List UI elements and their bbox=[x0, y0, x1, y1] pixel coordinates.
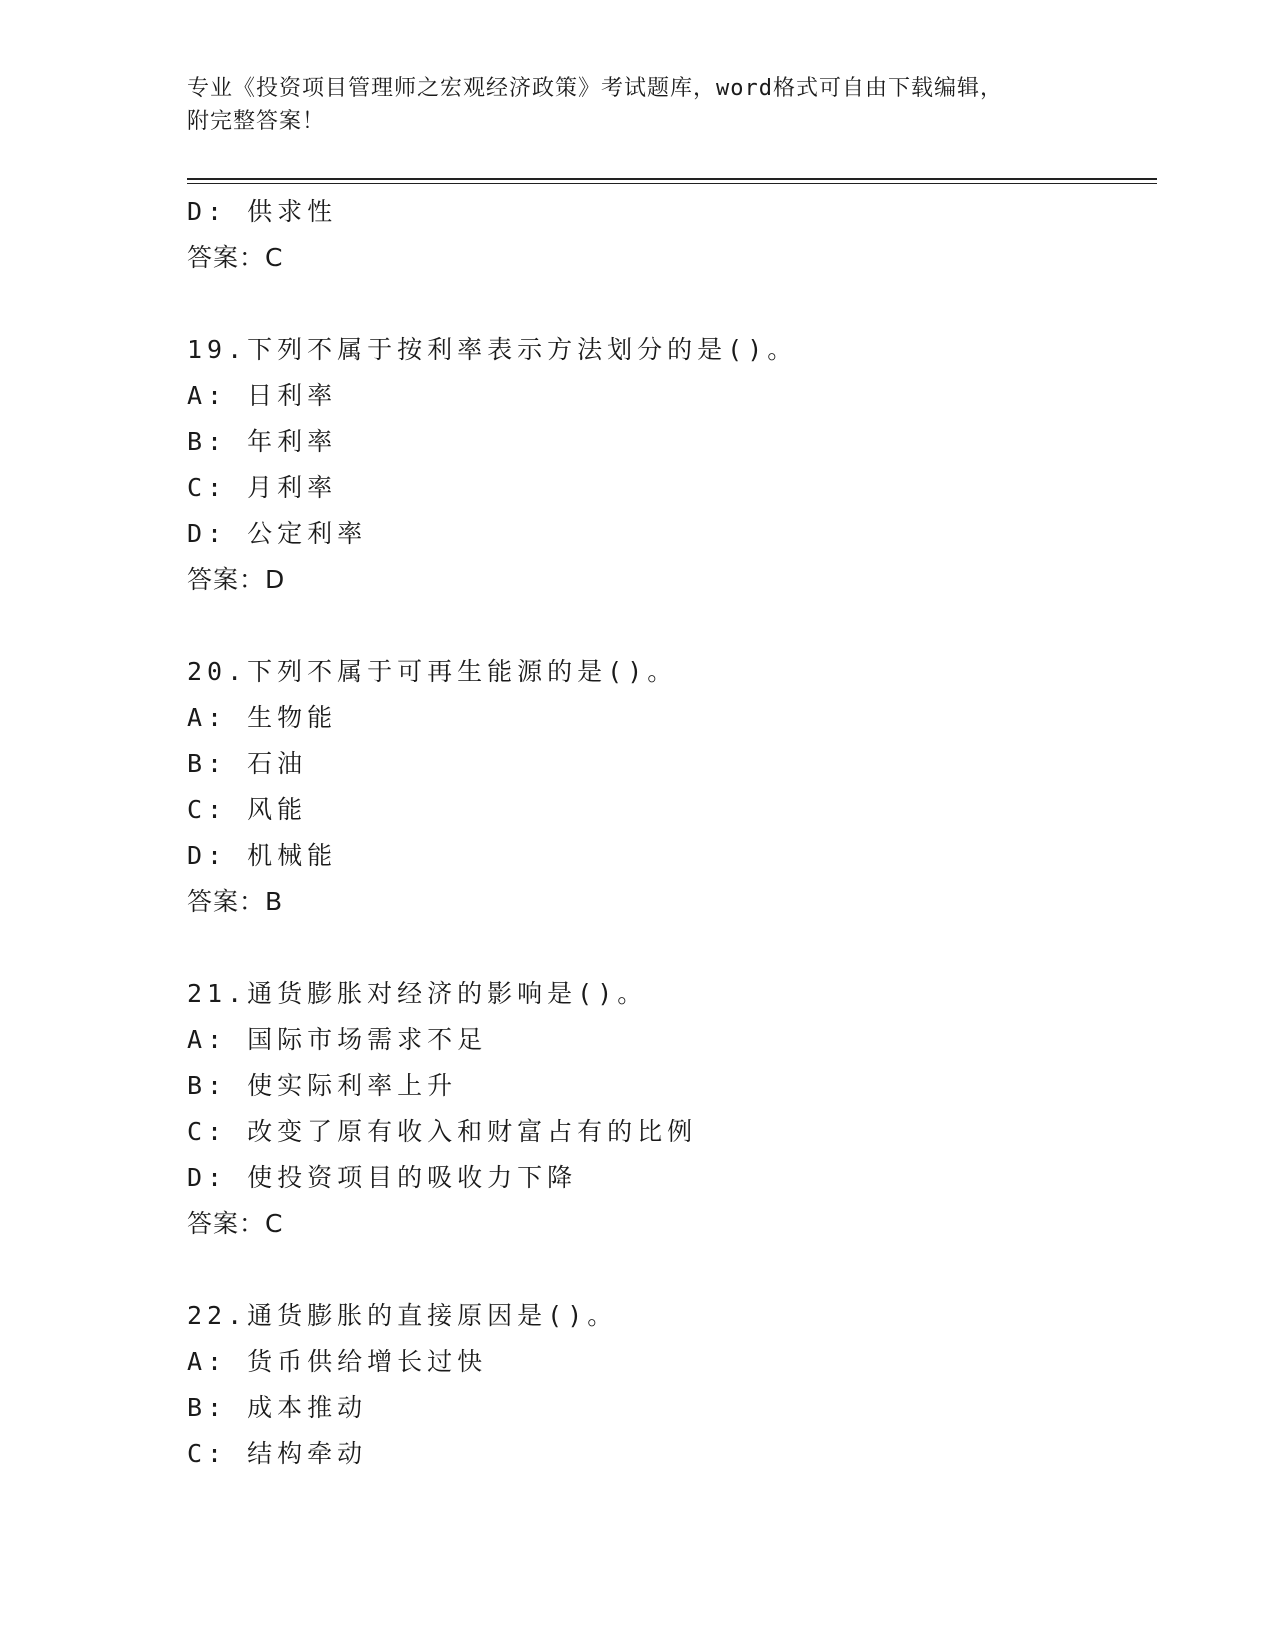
question-stem: 20.下列不属于可再生能源的是()。 bbox=[187, 657, 678, 686]
option-b: B: 使实际利率上升 bbox=[187, 1071, 458, 1100]
option-d: D: 使投资项目的吸收力下降 bbox=[187, 1163, 578, 1192]
question-stem: 22.通货膨胀的直接原因是()。 bbox=[187, 1301, 618, 1330]
option-a: A: 日利率 bbox=[187, 381, 338, 410]
carryover-answer: 答案：C bbox=[187, 243, 284, 272]
header-rule-thick bbox=[187, 178, 1157, 180]
header-rule-thin bbox=[187, 183, 1157, 184]
question-answer: 答案：B bbox=[187, 887, 284, 916]
option-c: C: 改变了原有收入和财富占有的比例 bbox=[187, 1117, 698, 1146]
question-22 bbox=[187, 1293, 1157, 1477]
question-stem: 19.下列不属于按利率表示方法划分的是()。 bbox=[187, 335, 798, 364]
spacer bbox=[187, 1247, 1157, 1293]
option-a: A: 生物能 bbox=[187, 703, 338, 732]
question-answer: 答案：C bbox=[187, 1209, 284, 1238]
option-d: D: 机械能 bbox=[187, 841, 338, 870]
option-a: A: 货币供给增长过快 bbox=[187, 1347, 488, 1376]
option-d: D: 公定利率 bbox=[187, 519, 368, 548]
question-answer: 答案：D bbox=[187, 565, 286, 594]
header-line-2: 附完整答案！ bbox=[187, 109, 326, 134]
option-b: B: 石油 bbox=[187, 749, 308, 778]
option-c: C: 结构牵动 bbox=[187, 1439, 368, 1468]
spacer bbox=[187, 281, 1157, 327]
question-stem: 21.通货膨胀对经济的影响是()。 bbox=[187, 979, 648, 1008]
option-c: C: 风能 bbox=[187, 795, 308, 824]
question-list bbox=[187, 189, 1157, 1477]
header-line-1: 专业《投资项目管理师之宏观经济政策》考试题库，word格式可自由下载编辑， bbox=[187, 76, 1003, 101]
question-20 bbox=[187, 649, 1157, 925]
question-19 bbox=[187, 327, 1157, 603]
document-header bbox=[187, 72, 1087, 138]
spacer bbox=[187, 603, 1157, 649]
option-a: A: 国际市场需求不足 bbox=[187, 1025, 488, 1054]
spacer bbox=[187, 925, 1157, 971]
option-b: B: 年利率 bbox=[187, 427, 338, 456]
option-c: C: 月利率 bbox=[187, 473, 338, 502]
carryover-option-d: D: 供求性 bbox=[187, 197, 338, 226]
option-b: B: 成本推动 bbox=[187, 1393, 368, 1422]
question-21 bbox=[187, 971, 1157, 1247]
